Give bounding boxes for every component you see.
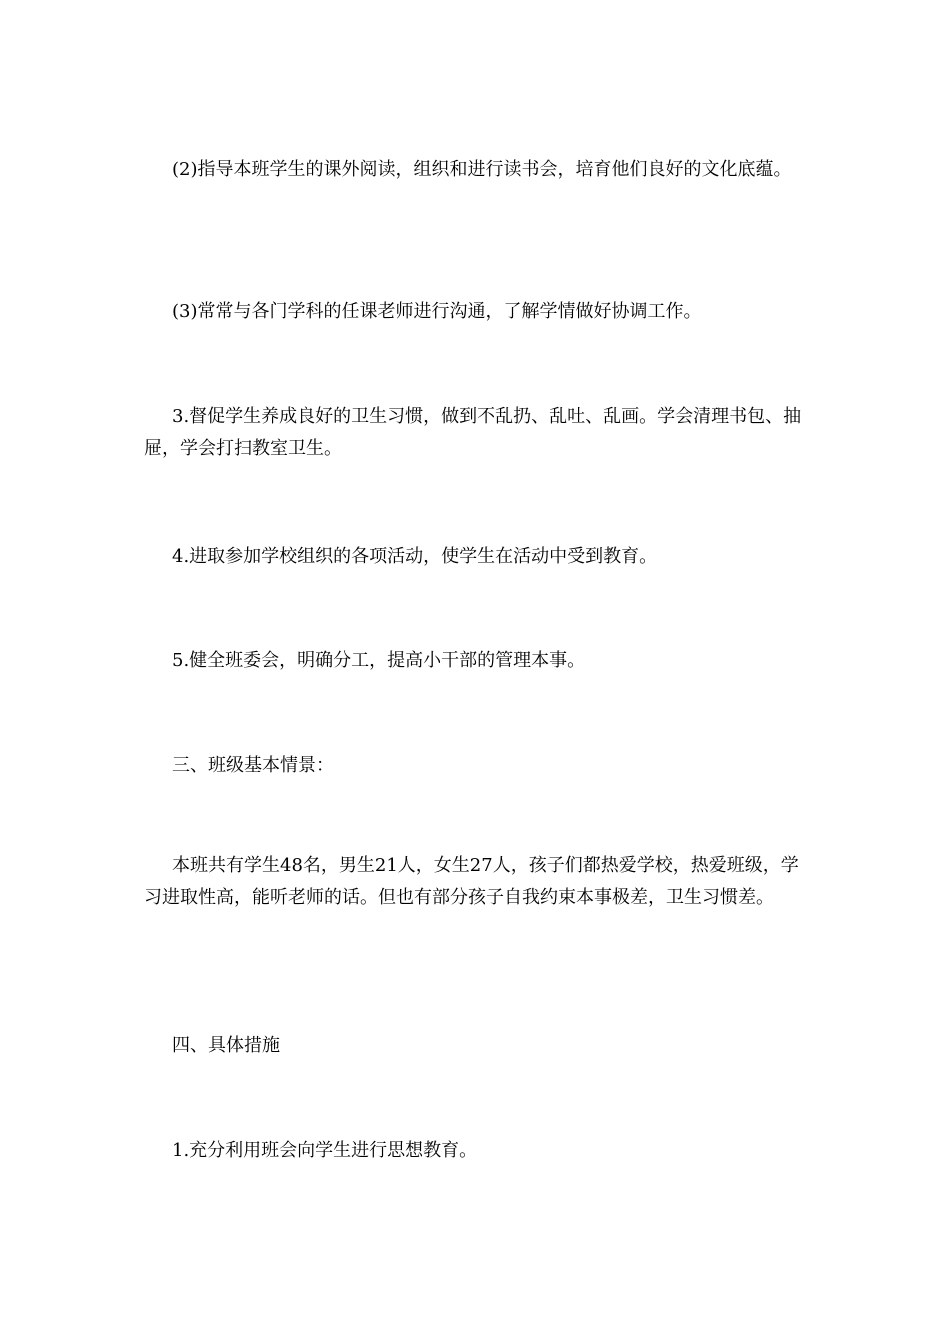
paragraph-teacher-communication: (3)常常与各门学科的任课老师进行沟通，了解学情做好协调工作。 <box>172 301 702 322</box>
paragraph-guide-reading: (2)指导本班学生的课外阅读，组织和进行读书会，培育他们良好的文化底蕴。 <box>172 159 792 180</box>
paragraph-class-overview: 本班共有学生48名，男生21人，女生27人，孩子们都热爱学校，热爱班级，学习进取性高，能听老师的话。但也有部分孩子自我约束本事极差，卫生习惯差。 <box>144 855 799 908</box>
section-heading-class-situation: 三、班级基本情景： <box>172 755 334 776</box>
paragraph-class-meeting: 1.充分利用班会向学生进行思想教育。 <box>172 1140 478 1161</box>
paragraph-class-committee: 5.健全班委会，明确分工，提高小干部的管理本事。 <box>172 650 586 671</box>
paragraph-school-activities: 4.进取参加学校组织的各项活动，使学生在活动中受到教育。 <box>172 546 658 567</box>
paragraph-hygiene-habits: 3.督促学生养成良好的卫生习惯，做到不乱扔、乱吐、乱画。学会清理书包、抽屉，学会打扫教室卫生。 <box>144 406 802 459</box>
section-heading-measures: 四、具体措施 <box>172 1035 280 1056</box>
